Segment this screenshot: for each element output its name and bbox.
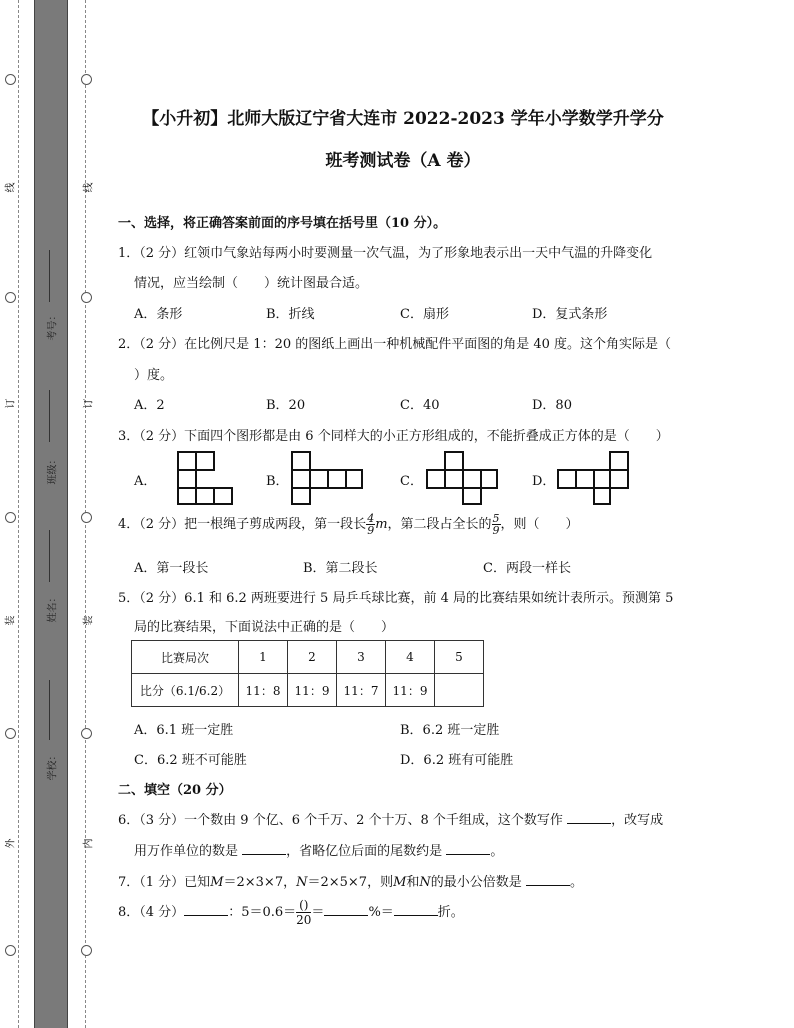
table-header-cell: 1 — [239, 641, 288, 674]
q5-option-a: A．6.1 班一定胜 — [134, 723, 234, 738]
outer-label-wai: 外 — [5, 838, 17, 849]
q6-text-2b: ，省略亿位后面的尾数约是 — [286, 844, 443, 859]
table-header-cell: 3 — [337, 641, 386, 674]
q3-option-a: A． — [134, 474, 157, 489]
inner-label-ding: 订 — [83, 398, 95, 409]
q7-text-a: 7．（1 分）已知 — [118, 875, 211, 890]
question-8 — [118, 898, 464, 927]
field-underline — [49, 530, 50, 582]
q2-option-d: D．80 — [532, 398, 572, 413]
field-underline — [49, 680, 50, 740]
cube-net-d — [556, 450, 630, 506]
q1-option-a: A．条形 — [134, 307, 183, 322]
q4-text-part3: ，则（ ） — [500, 517, 579, 532]
answer-blank[interactable] — [394, 915, 438, 916]
binding-strip — [34, 0, 68, 1028]
binding-hole — [81, 74, 92, 85]
q8-frac-denominator: 20 — [296, 913, 312, 927]
answer-blank[interactable] — [567, 823, 611, 824]
q4-unit: m — [375, 517, 388, 532]
class-field: 班级： — [47, 454, 59, 485]
binding-hole — [5, 74, 16, 85]
answer-blank[interactable] — [526, 885, 570, 886]
section-heading-fill: 二、填空（20 分） — [118, 783, 232, 798]
table-cell: 11：9 — [386, 674, 435, 707]
q1-option-c: C．扇形 — [400, 307, 449, 322]
q4-frac1-numerator: 4 — [367, 512, 375, 525]
cube-net-c — [425, 450, 499, 506]
table-header-cell: 5 — [435, 641, 484, 674]
table-header-cell: 2 — [288, 641, 337, 674]
q6-text-2c: 。 — [490, 844, 504, 859]
field-underline — [49, 390, 50, 442]
page-title-line2: 班考测试卷（A 卷） — [325, 151, 481, 171]
answer-blank[interactable] — [184, 915, 228, 916]
question-2-line1: 2．（2 分）在比例尺是 1：20 的图纸上画出一种机械配件平面图的角是 40 度。这个角实际是（ — [118, 337, 672, 352]
binding-hole — [5, 512, 16, 523]
question-2-line2: ）度。 — [134, 368, 174, 383]
question-7 — [118, 871, 583, 890]
q3-option-b: B． — [266, 474, 289, 489]
q4-text-part1: 4．（2 分）把一根绳子剪成两段，第一段长 — [118, 517, 367, 532]
q7-var-n: N — [296, 875, 308, 890]
q3-option-d: D． — [532, 474, 556, 489]
name-field: 姓名： — [47, 592, 59, 623]
binding-hole — [5, 728, 16, 739]
q4-option-c: C．两段一样长 — [483, 561, 571, 576]
question-6-line1 — [118, 809, 663, 828]
binding-hole — [81, 728, 92, 739]
table-cell — [435, 674, 484, 707]
q7-text-c: ＝2×5×7，则 — [307, 875, 394, 890]
field-underline — [49, 250, 50, 302]
q8-text-b: ：5＝0.6＝ — [228, 905, 297, 920]
q7-var-m: M — [210, 875, 224, 890]
answer-blank[interactable] — [242, 854, 286, 855]
q4-option-a: A．第一段长 — [134, 561, 209, 576]
q5-option-d: D．6.2 班有可能胜 — [400, 753, 514, 768]
q5-option-c: C．6.2 班不可能胜 — [134, 753, 247, 768]
q7-text-e: 的最小公倍数是 — [430, 875, 522, 890]
q4-frac1-denominator: 9 — [367, 524, 375, 537]
q2-option-a: A．2 — [134, 398, 165, 413]
table-cell: 比分（6.1/6.2） — [132, 674, 239, 707]
table-cell: 11：9 — [288, 674, 337, 707]
question-5-line1: 5．（2 分）6.1 和 6.2 两班要进行 5 局乒乓球比赛，前 4 局的比赛结果如统计表所示。预测第 5 — [118, 591, 674, 606]
score-table — [131, 640, 484, 707]
binding-hole — [81, 945, 92, 956]
question-1-line2: 情况，应当绘制（ ）统计图最合适。 — [134, 276, 369, 291]
table-header-cell: 4 — [386, 641, 435, 674]
inner-label-xian: 线 — [83, 182, 95, 193]
q4-fraction-first — [366, 513, 375, 536]
school-field: 学校： — [47, 750, 59, 781]
binding-hole — [5, 945, 16, 956]
q1-option-b: B．折线 — [266, 307, 315, 322]
q4-fraction-second — [492, 513, 501, 536]
q8-text-a: 8．（4 分） — [118, 905, 185, 920]
inner-label-nei: 内 — [83, 838, 95, 849]
outer-label-xian: 线 — [5, 182, 17, 193]
q7-text-d: 和 — [406, 875, 420, 890]
q6-text-2a: 用万作单位的数是 — [134, 844, 239, 859]
table-cell: 11：7 — [337, 674, 386, 707]
q4-text-part2: ，第二段占全长的 — [387, 517, 492, 532]
q4-frac2-denominator: 9 — [492, 524, 500, 537]
table-row — [132, 674, 484, 707]
binding-hole — [5, 292, 16, 303]
q4-option-b: B．第二段长 — [303, 561, 378, 576]
q3-option-c: C． — [400, 474, 423, 489]
answer-blank[interactable] — [324, 915, 368, 916]
q2-option-c: C．40 — [400, 398, 440, 413]
cube-net-b — [290, 450, 364, 506]
q6-text-1b: ，改写成 — [611, 813, 664, 828]
outer-label-zhuang: 装 — [5, 615, 17, 626]
table-header-cell: 比赛局次 — [132, 641, 239, 674]
cube-net-a — [160, 450, 234, 506]
q8-fraction — [296, 898, 311, 927]
outer-dashed-line — [18, 0, 20, 1028]
q2-option-b: B．20 — [266, 398, 306, 413]
question-5-line2: 局的比赛结果，下面说法中正确的是（ ） — [134, 620, 395, 635]
table-cell: 11：8 — [239, 674, 288, 707]
q7-text-b: ＝2×3×7， — [223, 875, 297, 890]
binding-margin — [0, 0, 100, 1028]
q8-text-c: ＝ — [311, 905, 325, 920]
page-title-line1: 【小升初】北师大版辽宁省大连市 2022-2023 学年小学数学升学分 — [142, 109, 664, 129]
question-1-line1: 1．（2 分）红领巾气象站每两小时要测量一次气温，为了形象地表示出一天中气温的升降变化 — [118, 246, 653, 261]
answer-blank[interactable] — [446, 854, 490, 855]
q6-text-1a: 6．（3 分）一个数由 9 个亿、6 个千万、2 个十万、8 个千组成，这个数写作 — [118, 813, 563, 828]
q8-frac-numerator: () — [296, 898, 311, 913]
question-4-line1 — [118, 513, 579, 536]
question-3-line1: 3．（2 分）下面四个图形都是由 6 个同样大的小正方形组成的，不能折叠成正方体的是（ ） — [118, 429, 669, 444]
outer-label-ding: 订 — [5, 398, 17, 409]
question-6-line2 — [134, 840, 503, 859]
q8-text-d: %＝ — [368, 905, 394, 920]
q8-text-e: 折。 — [437, 905, 464, 920]
exam-number-field: 考号： — [47, 310, 59, 341]
q5-option-b: B．6.2 班一定胜 — [400, 723, 500, 738]
table-row — [132, 641, 484, 674]
section-heading-choice: 一、选择，将正确答案前面的序号填在括号里（10 分）。 — [118, 216, 447, 231]
q7-text-f: 。 — [569, 875, 583, 890]
q4-frac2-numerator: 5 — [492, 512, 500, 525]
q7-var-m: M — [393, 875, 407, 890]
q1-option-d: D．复式条形 — [532, 307, 608, 322]
q7-var-n: N — [419, 875, 431, 890]
inner-label-zhuang: 装 — [83, 615, 95, 626]
binding-hole — [81, 512, 92, 523]
binding-hole — [81, 292, 92, 303]
